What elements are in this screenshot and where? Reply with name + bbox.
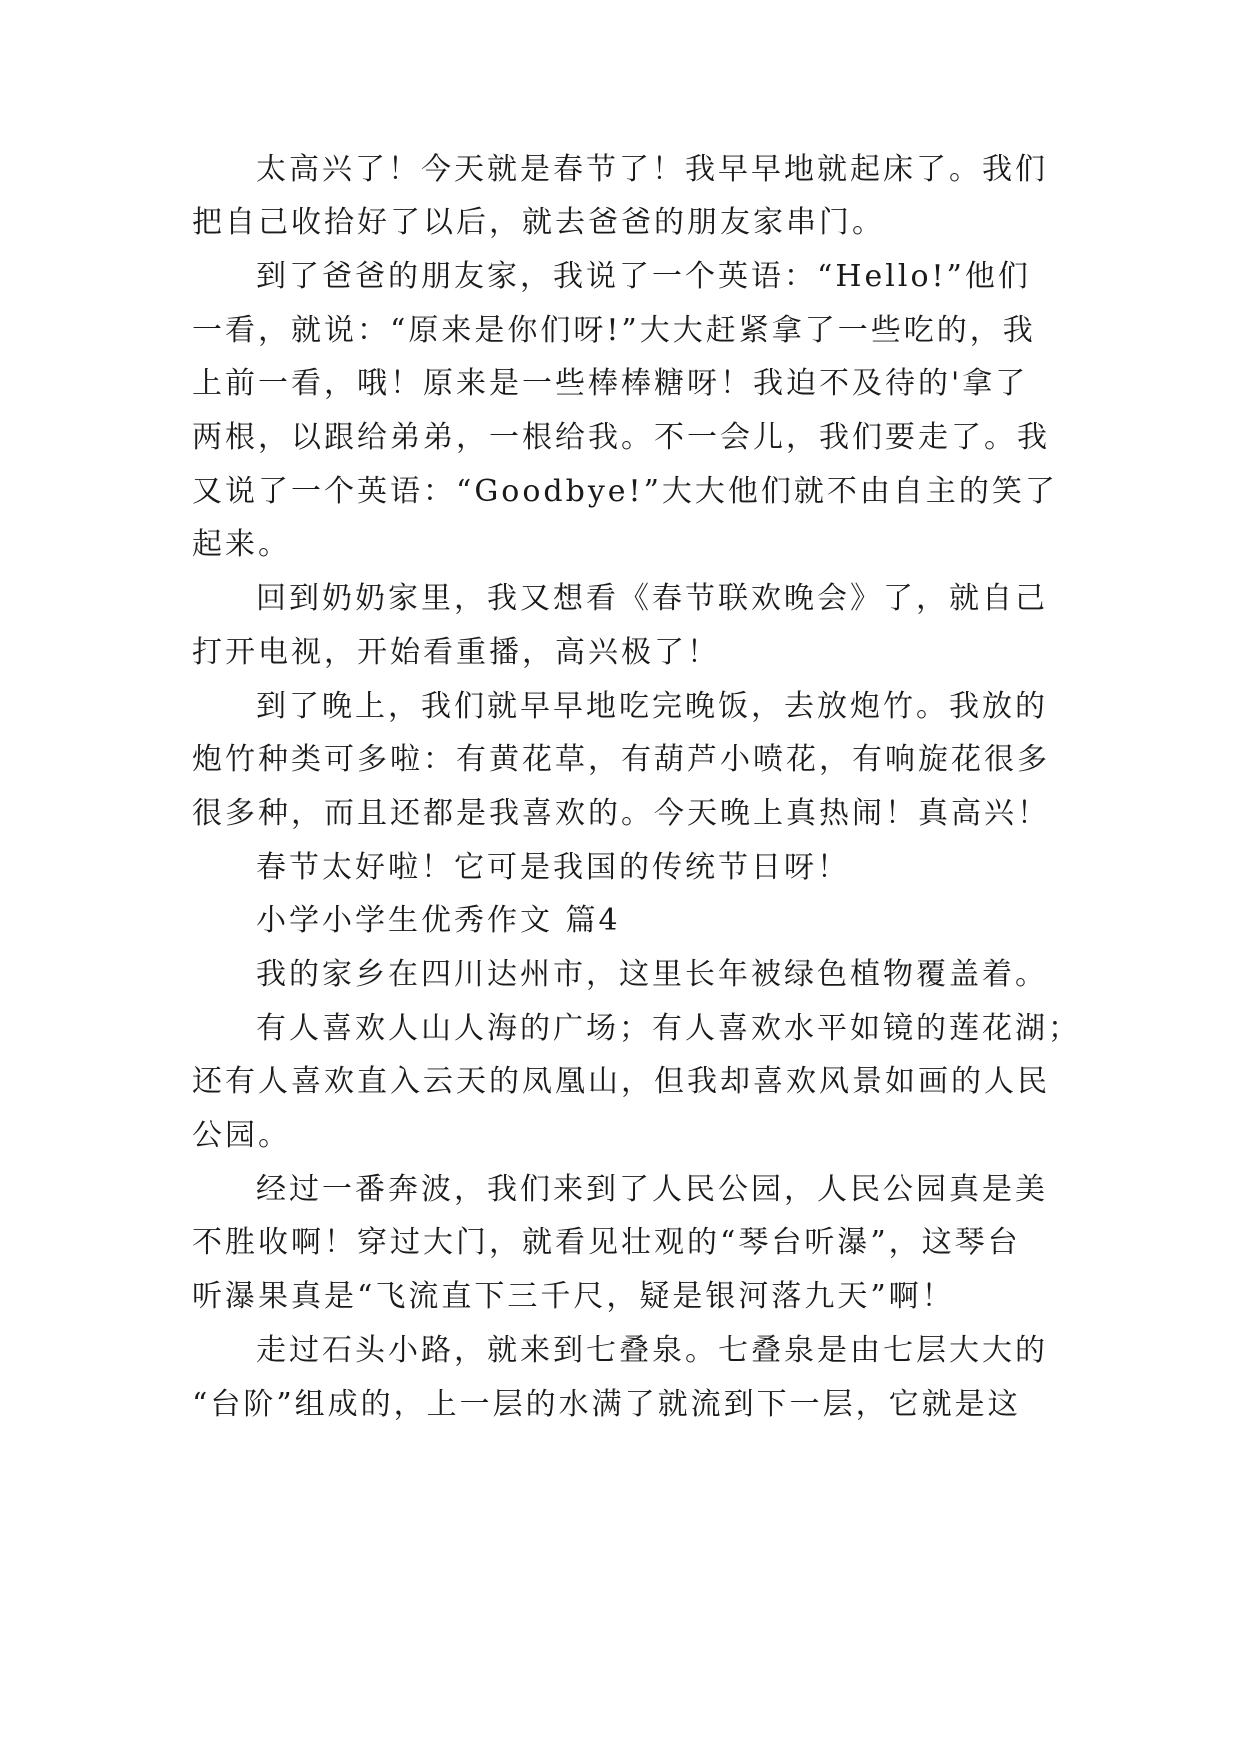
section-heading: 小学小学生优秀作文 篇4 — [256, 903, 621, 938]
text-line: 我的家乡在四川达州市，这里长年被绿色植物覆盖着。 — [256, 957, 1048, 992]
text-line: 太高兴了！今天就是春节了！我早早地就起床了。我们 — [256, 152, 1048, 187]
text-line: 不胜收啊！穿过大门，就看见壮观的“琴台听瀑”，这琴台 — [192, 1225, 1021, 1260]
text-line: 两根，以跟给弟弟，一根给我。不一会儿，我们要走了。我 — [192, 420, 1050, 455]
text-line: 炮竹种类可多啦：有黄花草，有葫芦小喷花，有响旋花很多 — [192, 742, 1050, 777]
text-line: 到了晚上，我们就早早地吃完晚饭，去放炮竹。我放的 — [256, 689, 1048, 724]
text-line: “台阶”组成的，上一层的水满了就流到下一层，它就是这 — [192, 1387, 1021, 1422]
text-line: 有人喜欢人山人海的广场；有人喜欢水平如镜的莲花湖； — [256, 1011, 1081, 1046]
text-line: 还有人喜欢直入云天的凤凰山，但我却喜欢风景如画的人民 — [192, 1064, 1050, 1099]
text-line: 公园。 — [192, 1118, 291, 1153]
text-line: 起来。 — [192, 527, 291, 562]
text-line: 上前一看，哦！原来是一些棒棒糖呀！我迫不及待的'拿了 — [192, 366, 1029, 401]
text-line: 打开电视，开始看重播，高兴极了！ — [192, 635, 720, 670]
text-line: 回到奶奶家里，我又想看《春节联欢晚会》了，就自己 — [256, 581, 1048, 616]
text-line: 很多种，而且还都是我喜欢的。今天晚上真热闹！真高兴！ — [192, 796, 1050, 831]
text-line: 走过石头小路，就来到七叠泉。七叠泉是由七层大大的 — [256, 1333, 1048, 1368]
text-line: 把自己收拾好了以后，就去爸爸的朋友家串门。 — [192, 205, 885, 240]
text-line: 春节太好啦！它可是我国的传统节日呀！ — [256, 850, 850, 885]
text-line: 又说了一个英语：“Goodbye!”大大他们就不由自主的笑了 — [192, 474, 1058, 509]
text-line: 一看，就说：“原来是你们呀!”大大赶紧拿了一些吃的，我 — [192, 313, 1036, 348]
text-line: 到了爸爸的朋友家，我说了一个英语：“Hello!”他们 — [256, 259, 1031, 294]
text-line: 经过一番奔波，我们来到了人民公园，人民公园真是美 — [256, 1172, 1048, 1207]
text-line: 听瀑果真是“飞流直下三千尺，疑是银河落九天”啊！ — [192, 1279, 955, 1314]
